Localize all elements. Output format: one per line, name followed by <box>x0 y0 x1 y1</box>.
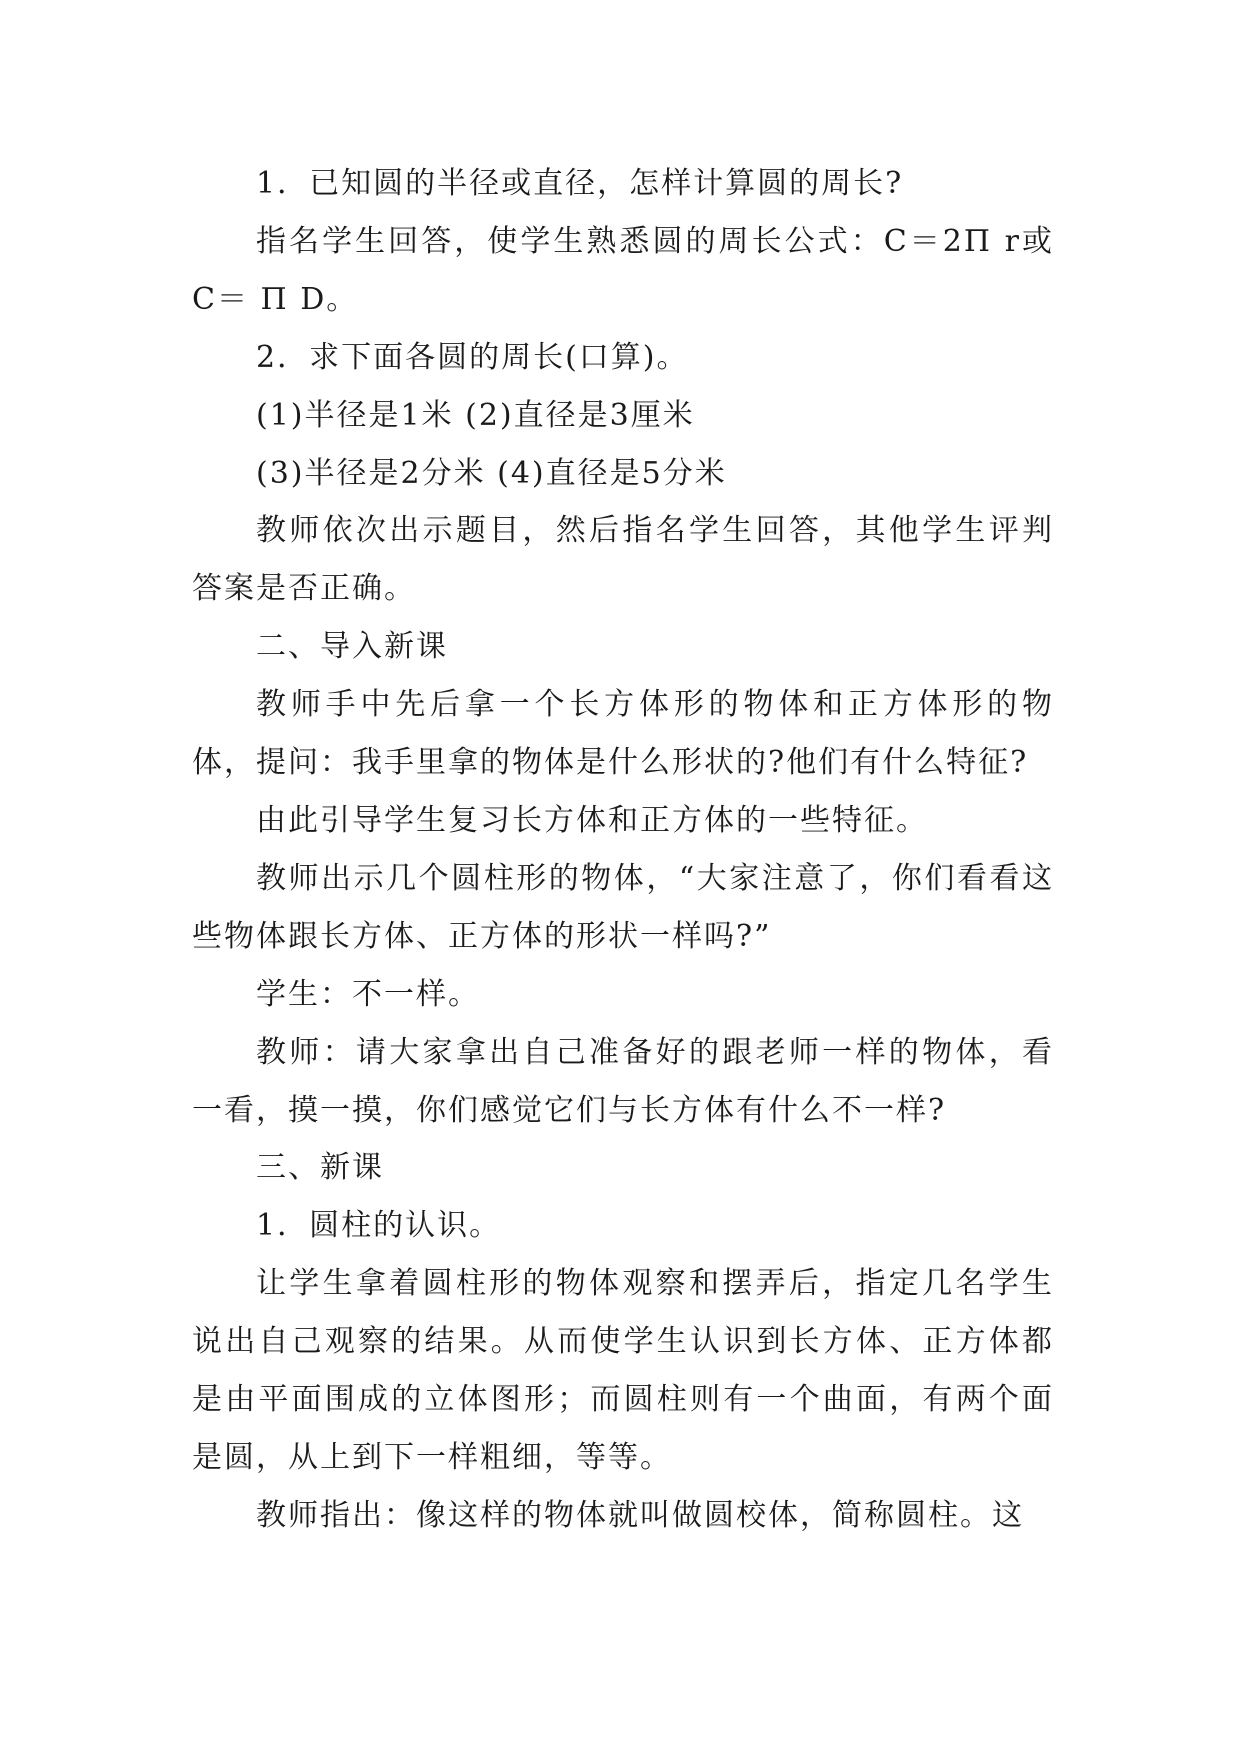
paragraph-review-features: 由此引导学生复习长方体和正方体的一些特征。 <box>256 802 928 838</box>
paragraph-exercise-3-4: (3)半径是2分米 (4)直径是5分米 <box>256 455 727 491</box>
paragraph-teacher-shows-cylinders: 教师出示几个圆柱形的物体，“大家注意了，你们看看这些物体跟长方体、正方体的形状一样吗?” <box>192 860 1054 954</box>
paragraph-student-answer: 学生：不一样。 <box>256 976 480 1012</box>
paragraph-circumference-formula: 指名学生回答，使学生熟悉圆的周长公式：C＝2Π r或C＝ Π D。 <box>192 223 1054 317</box>
paragraph-teacher-instruction: 教师：请大家拿出自己准备好的跟老师一样的物体，看一看，摸一摸，你们感觉它们与长方体有什么不一样? <box>192 1034 1054 1128</box>
body-text <box>192 155 1054 1545</box>
paragraph-teacher-definition: 教师指出：像这样的物体就叫做圆校体，简称圆柱。这 <box>256 1497 1024 1533</box>
paragraph-review-question-1: 1．已知圆的半径或直径，怎样计算圆的周长? <box>256 166 904 201</box>
paragraph-teacher-shows-questions: 教师依次出示题目，然后指名学生回答，其他学生评判答案是否正确。 <box>192 513 1054 607</box>
section-heading-introduction: 二、导入新课 <box>256 629 448 665</box>
subheading-cylinder-recognition: 1．圆柱的认识。 <box>256 1208 502 1244</box>
paragraph-exercise-1-2: (1)半径是1米 (2)直径是3厘米 <box>256 397 695 433</box>
paragraph-student-observation: 让学生拿着圆柱形的物体观察和摆弄后，指定几名学生说出自己观察的结果。从而使学生认识到长方体、正方体都是由平面围成的立体图形；而圆柱则有一个曲面，有两个面是圆，从上到下一样粗细，等等。 <box>192 1266 1054 1475</box>
section-heading-new-lesson: 三、新课 <box>256 1150 384 1186</box>
paragraph-teacher-holds-objects: 教师手中先后拿一个长方体形的物体和正方体形的物体，提问：我手里拿的物体是什么形状的?他们有什么特征? <box>192 687 1054 781</box>
paragraph-review-question-2: 2．求下面各圆的周长(口算)。 <box>256 339 689 375</box>
